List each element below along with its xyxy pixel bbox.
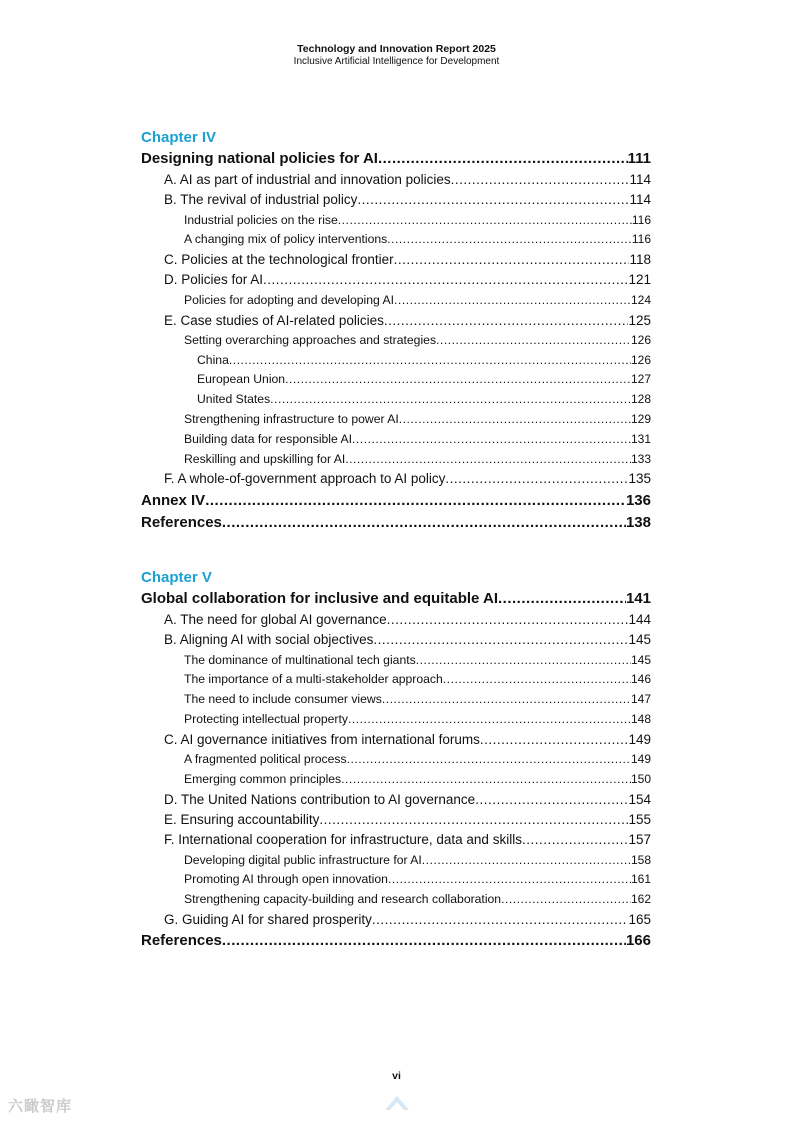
toc-entry-page: 121 [628, 272, 651, 288]
toc-entry-title: Policies for adopting and developing AI [184, 292, 395, 307]
leader-dots [229, 351, 631, 371]
leader-dots [399, 410, 631, 430]
toc-entry-title: Industrial policies on the rise [184, 212, 338, 227]
toc-entry-page: 138 [625, 513, 651, 531]
toc-entry[interactable] [141, 870, 651, 890]
toc-entry-page: 154 [628, 791, 651, 807]
toc-entry-page: 145 [630, 652, 651, 667]
toc-entry[interactable] [141, 450, 651, 470]
toc-entry[interactable] [141, 490, 651, 512]
toc-entry[interactable] [141, 430, 651, 450]
leader-dots [422, 851, 631, 871]
leader-dots [501, 890, 631, 910]
toc-entry-page: 126 [630, 332, 651, 347]
toc-entry-page: 131 [630, 431, 651, 446]
toc-entry-title: E. Ensuring accountability [164, 811, 320, 827]
toc-entry-title: The importance of a multi-stakeholder approach [184, 672, 443, 687]
toc-entry-page: 161 [630, 872, 651, 887]
leader-dots [394, 250, 630, 270]
toc-entry-page: 133 [630, 451, 651, 466]
leader-dots [357, 190, 629, 210]
leader-dots [348, 710, 631, 730]
leader-dots [416, 651, 631, 671]
toc-entry[interactable] [141, 630, 651, 650]
leader-dots [498, 588, 626, 610]
toc-entry-page: 157 [628, 832, 651, 848]
leader-dots [480, 730, 629, 750]
leader-dots [372, 910, 629, 930]
leader-dots [387, 230, 632, 250]
toc-entry[interactable] [141, 512, 651, 534]
toc-entry[interactable] [141, 930, 651, 952]
toc-entry-title: D. The United Nations contribution to AI governance [164, 791, 476, 807]
leader-dots [352, 430, 631, 450]
toc-entry-title: B. The revival of industrial policy [164, 192, 358, 208]
leader-dots [373, 630, 628, 650]
toc-entry[interactable] [141, 690, 651, 710]
toc-entry-page: 146 [630, 672, 651, 687]
toc-entry-page: 129 [630, 412, 651, 427]
toc-entry-page: 144 [628, 612, 651, 627]
toc-entry-page: 141 [625, 590, 651, 607]
toc-entry-page: 127 [630, 372, 651, 387]
toc-entry-page: 149 [630, 752, 651, 767]
toc-entry-title: China [197, 352, 229, 367]
leader-dots [436, 331, 631, 351]
toc-entry[interactable] [141, 730, 651, 750]
toc-entry[interactable] [141, 370, 651, 390]
toc-entry[interactable] [141, 410, 651, 430]
toc-entry-page: 116 [631, 232, 651, 247]
toc-entry-page: 126 [630, 352, 651, 367]
toc-entry-title: G. Guiding AI for shared prosperity [164, 911, 372, 927]
toc-entry[interactable] [141, 170, 651, 190]
chapter-label: Chapter IV [141, 129, 217, 146]
leader-dots [443, 670, 631, 690]
toc-entry[interactable] [141, 331, 651, 351]
page-number: vi [392, 1070, 401, 1082]
leader-dots [222, 512, 626, 534]
toc-entry-title: A fragmented political process [184, 752, 347, 767]
toc-entry-title: A. The need for global AI governance [164, 612, 387, 627]
toc-entry-title: A. AI as part of industrial and innovation policies [164, 172, 451, 187]
toc-entry-title: Annex IV [141, 491, 206, 509]
toc-entry[interactable] [141, 790, 651, 810]
toc-entry-title: F. A whole-of-government approach to AI policy [164, 471, 446, 487]
leader-dots [388, 870, 631, 890]
toc-entry-page: 124 [630, 292, 651, 307]
toc-entry-title: European Union [197, 372, 286, 387]
toc-entry[interactable] [141, 211, 651, 231]
chevron-up-icon [384, 1090, 410, 1114]
toc-entry-page: 145 [628, 632, 651, 648]
leader-dots [263, 270, 628, 290]
toc-entry-page: 128 [630, 392, 651, 407]
toc-entry[interactable] [141, 230, 651, 250]
toc-entry-title: Emerging common principles [184, 771, 342, 786]
toc-entry-page: 165 [628, 911, 651, 927]
leader-dots [384, 311, 629, 331]
toc-entry[interactable] [141, 910, 651, 930]
toc-entry-title: A changing mix of policy interventions [184, 232, 388, 247]
toc-entry-title: F. International cooperation for infrastructure, data and skills [164, 832, 522, 848]
toc-entry[interactable] [141, 148, 651, 170]
toc-entry-page: 150 [630, 771, 651, 786]
toc-entry-title: Global collaboration for inclusive and equitable AI [141, 590, 498, 607]
toc-entry[interactable] [141, 851, 651, 871]
leader-dots [338, 211, 632, 231]
toc-entry-title: C. Policies at the technological frontier [164, 252, 394, 268]
leader-dots [475, 790, 628, 810]
leader-dots [378, 148, 628, 170]
toc-entry-page: 166 [625, 932, 651, 950]
toc-entry-title: Reskilling and upskilling for AI [184, 451, 346, 466]
toc-chapter-4 [141, 128, 651, 534]
toc-entry-page: 116 [631, 212, 651, 227]
leader-dots [285, 370, 631, 390]
toc-entry-title: The need to include consumer views [184, 692, 382, 707]
leader-dots [347, 750, 631, 770]
toc-entry[interactable] [141, 651, 651, 671]
toc-entry[interactable] [141, 270, 651, 290]
toc-entry[interactable] [141, 469, 651, 489]
toc-entry-page: 162 [630, 892, 651, 907]
toc-entry-title: Strengthening capacity-building and research collaboration [184, 892, 502, 907]
toc-entry-title: Developing digital public infrastructure for AI [184, 852, 422, 867]
toc-entry[interactable] [141, 770, 651, 790]
toc-entry[interactable] [141, 588, 651, 610]
leader-dots [205, 490, 626, 512]
toc-entry[interactable] [141, 610, 651, 630]
toc-entry[interactable] [141, 291, 651, 311]
toc-entry-title: B. Aligning AI with social objectives [164, 632, 374, 648]
chapter-label: Chapter V [141, 569, 212, 586]
toc-entry-title: Designing national policies for AI [141, 150, 378, 167]
toc-entry[interactable] [141, 670, 651, 690]
toc-entry-title: Protecting intellectual property [184, 711, 348, 726]
toc-entry-page: 125 [628, 312, 651, 328]
toc-entry[interactable] [141, 750, 651, 770]
toc-entry-title: C. AI governance initiatives from international forums [164, 731, 480, 747]
leader-dots [341, 770, 631, 790]
leader-dots [270, 390, 631, 410]
toc-entry-title: References [141, 932, 222, 950]
watermark: 六瞰智库 [8, 1098, 73, 1115]
toc-entry-title: Promoting AI through open innovation [184, 872, 388, 887]
toc-entry-page: 158 [630, 852, 651, 867]
page-header [0, 43, 793, 68]
toc-chapter-5 [141, 568, 651, 952]
report-subtitle: Inclusive Artificial Intelligence for Development [293, 56, 500, 67]
toc-entry-page: 111 [627, 150, 651, 167]
toc-entry-page: 136 [625, 491, 651, 509]
toc-entry-page: 135 [628, 471, 651, 487]
leader-dots [451, 170, 630, 190]
leader-dots [387, 610, 629, 630]
toc-entry[interactable] [141, 190, 651, 210]
toc-entry-page: 155 [628, 811, 651, 827]
toc-entry-title: D. Policies for AI [164, 272, 264, 288]
leader-dots [222, 930, 626, 952]
report-title: Technology and Innovation Report 2025 [297, 43, 496, 55]
leader-dots [445, 469, 628, 489]
toc-entry[interactable] [141, 710, 651, 730]
toc-entry-page: 147 [630, 692, 651, 707]
toc-entry[interactable] [141, 830, 651, 850]
toc-entry[interactable] [141, 810, 651, 830]
leader-dots [522, 830, 629, 850]
toc-entry[interactable] [141, 890, 651, 910]
toc-entry-title: Building data for responsible AI [184, 431, 353, 446]
toc-entry-page: 114 [629, 192, 651, 208]
toc-entry-page: 118 [629, 252, 651, 268]
toc-entry-title: E. Case studies of AI-related policies [164, 312, 384, 328]
toc-entry-title: The dominance of multinational tech giants [184, 652, 416, 667]
toc-entry-page: 148 [630, 711, 651, 726]
toc-entry-title: United States [197, 392, 271, 407]
toc-entry[interactable] [141, 250, 651, 270]
leader-dots [394, 291, 631, 311]
toc-entry-title: Strengthening infrastructure to power AI [184, 412, 399, 427]
toc-entry[interactable] [141, 390, 651, 410]
leader-dots [319, 810, 628, 830]
toc-entry-page: 149 [628, 731, 651, 747]
toc-entry-title: References [141, 513, 222, 531]
toc-entry[interactable] [141, 351, 651, 371]
toc-entry-page: 114 [629, 172, 651, 187]
leader-dots [382, 690, 631, 710]
toc-entry-title: Setting overarching approaches and strategies [184, 332, 437, 347]
leader-dots [345, 450, 631, 470]
toc-entry[interactable] [141, 311, 651, 331]
